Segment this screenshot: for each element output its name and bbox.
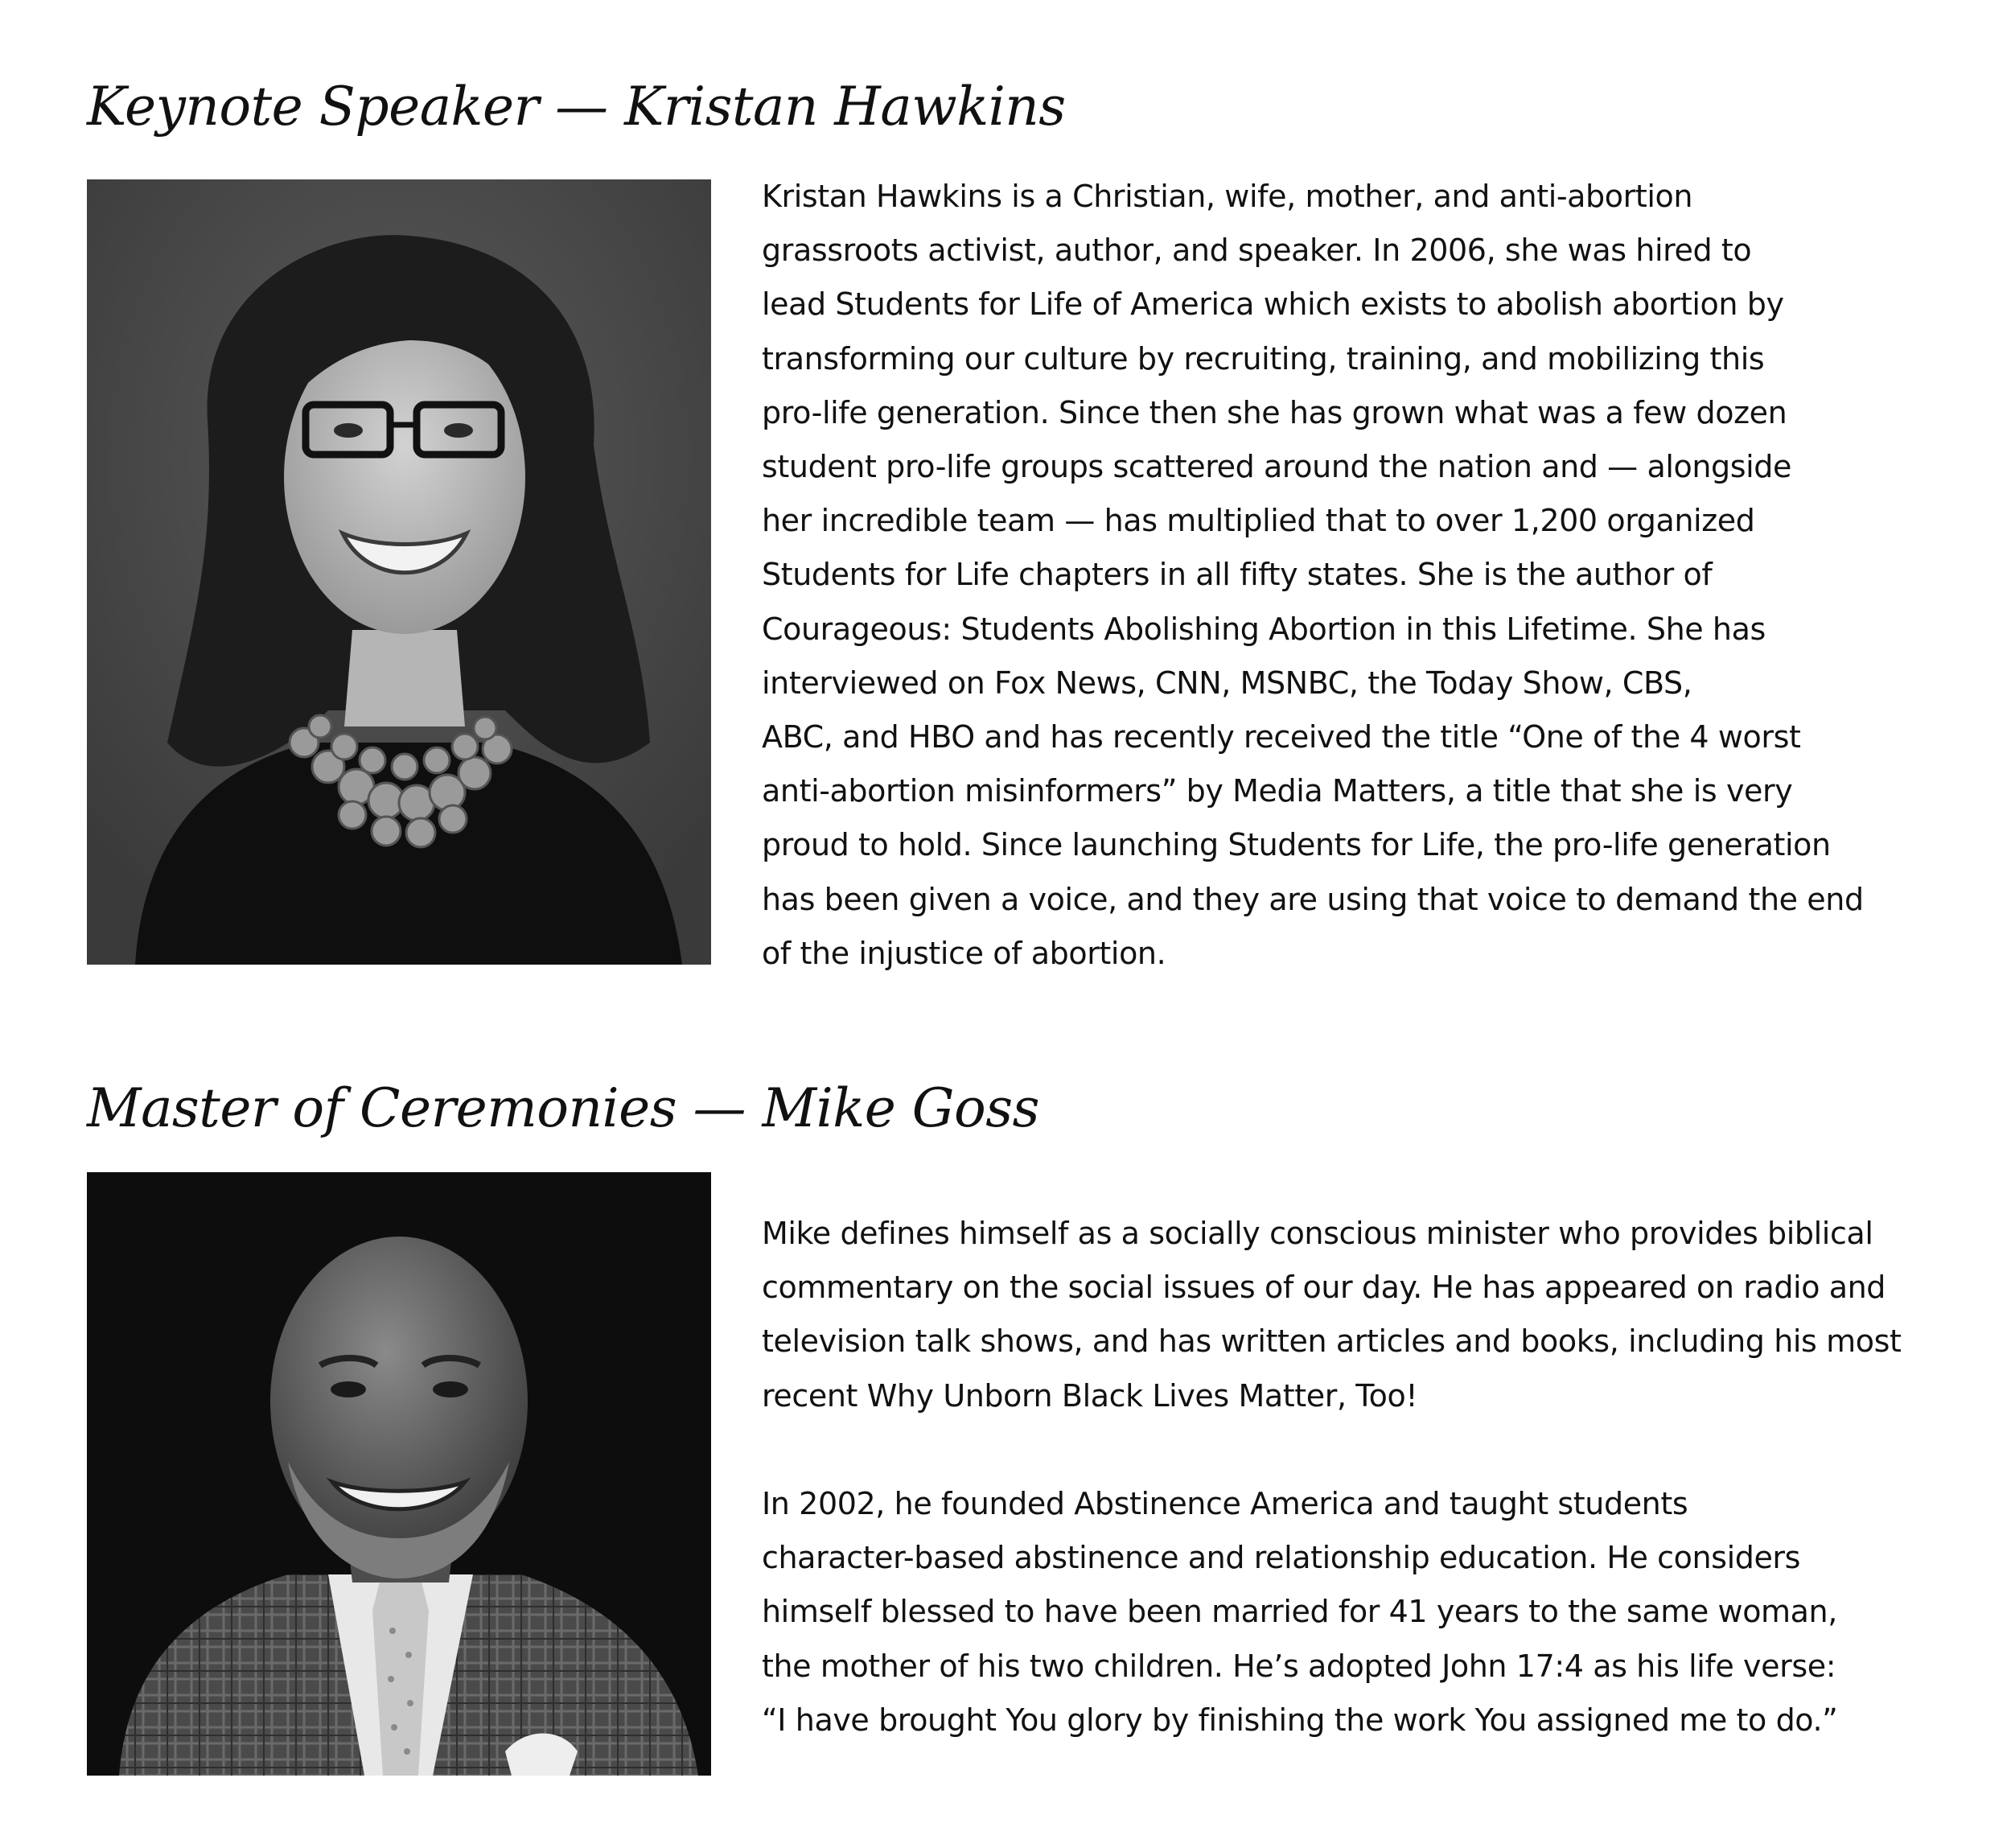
bio-line: In 2002, he founded Abstinence America and taught students [762, 1486, 1688, 1521]
bio-line: character-based abstinence and relationship education. He considers [762, 1540, 1801, 1576]
bio-line: himself blessed to have been married for 41 years to the same woman, [762, 1594, 1837, 1630]
bio-line: Students for Life chapters in all fifty states. She is the author of [762, 557, 1713, 593]
bio-line: television talk shows, and has written articles and books, including his most [762, 1323, 1902, 1360]
bio-line: proud to hold. Since launching Students for Life, the pro-life generation [762, 827, 1831, 863]
bio-line: interviewed on Fox News, CNN, MSNBC, the Today Show, CBS, [762, 665, 1692, 701]
bio-line: of the injustice of abortion. [762, 935, 1166, 971]
bio-line: lead Students for Life of America which exists to abolish abortion by [762, 286, 1784, 323]
bio-line: has been given a voice, and they are using that voice to demand the end [762, 881, 1864, 917]
kristan-hawkins-photo [87, 179, 711, 965]
keynote-speaker-heading: Keynote Speaker — Kristan Hawkins [87, 76, 1066, 138]
bio-line: transforming our culture by recruiting, training, and mobilizing this [762, 340, 1765, 377]
kristan-hawkins-bio [762, 170, 1864, 981]
mike-goss-portrait-illustration [87, 1172, 711, 1776]
bio-line: Kristan Hawkins is a Christian, wife, mother, and anti-abortion [762, 179, 1693, 214]
bio-line: student pro-life groups scattered around the nation and — alongside [762, 449, 1792, 485]
bio-line: Mike defines himself as a socially conscious minister who provides biblical [762, 1216, 1873, 1251]
bio-line: recent Why Unborn Black Lives Matter, Too! [762, 1377, 1418, 1414]
bio-line: Courageous: Students Abolishing Abortion in this Lifetime. She has [762, 611, 1766, 647]
bio-line: ABC, and HBO and has recently received the title “One of the 4 worst [762, 719, 1801, 755]
bio-line: grassroots activist, author, and speaker. In 2006, she was hired to [762, 233, 1752, 269]
bio-line: the mother of his two children. He’s adopted John 17:4 as his life verse: [762, 1648, 1836, 1684]
bio-line: commentary on the social issues of our day. He has appeared on radio and [762, 1270, 1886, 1306]
bio-line: anti-abortion misinformers” by Media Matters, a title that she is very [762, 773, 1793, 809]
mike-goss-bio-paragraph-1 [762, 1207, 1902, 1423]
master-of-ceremonies-heading: Master of Ceremonies — Mike Goss [87, 1077, 1039, 1139]
kristan-hawkins-portrait-illustration [87, 179, 711, 965]
bio-line: pro-life generation. Since then she has grown what was a few dozen [762, 394, 1787, 430]
bio-line: her incredible team — has multiplied that to over 1,200 organized [762, 503, 1755, 539]
mike-goss-bio-paragraph-2 [762, 1477, 1837, 1747]
bio-line: “I have brought You glory by finishing the work You assigned me to do.” [762, 1702, 1838, 1738]
mike-goss-photo [87, 1172, 711, 1776]
